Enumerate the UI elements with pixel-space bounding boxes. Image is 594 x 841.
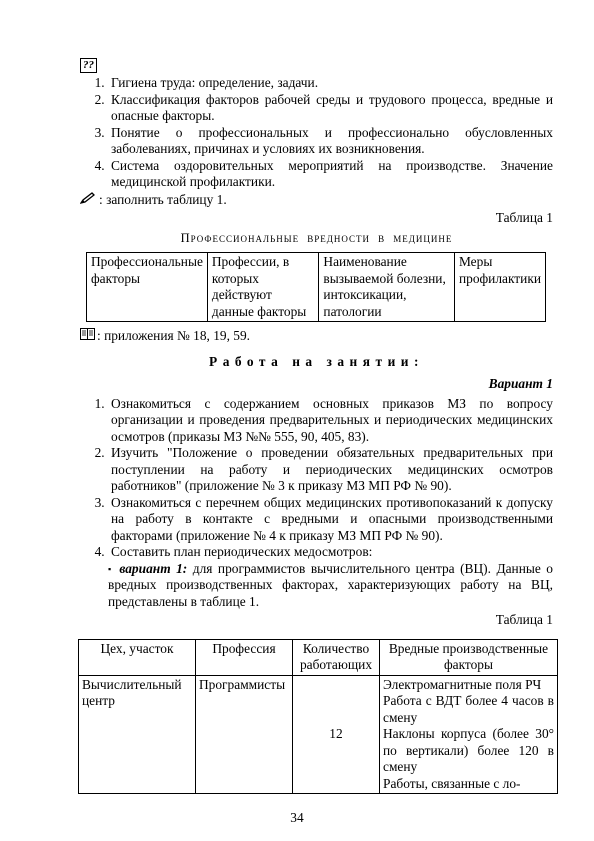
book-icon [80, 328, 95, 345]
tasks-list [80, 396, 553, 561]
table1-caption: Профессиональные вредности в медицине [180, 230, 453, 245]
question-item: 2. Классификация факторов рабочей среды и трудового процесса, вредные и опасные факторы. [108, 92, 553, 125]
table2-header-cell: Вредные производственные факторы [380, 639, 558, 675]
task-item: 1. Ознакомиться с содержанием основных приказов МЗ по вопросу организации и проведения предварительных и периодических медицинских осмотров (приказы МЗ №№ 555, 90, 405, 83). [108, 396, 553, 446]
question-item: 3. Понятие о профессиональных и профессионально обусловленных заболеваниях, причинах и условиях их возникновения. [108, 125, 553, 158]
assignment-text: : заполнить таблицу 1. [99, 191, 227, 207]
page-content [80, 56, 553, 794]
profession-cell: Программисты [196, 675, 293, 794]
factors-cell [380, 675, 558, 794]
table2-header-cell: Количество работающих [293, 639, 380, 675]
questions-list [80, 75, 553, 191]
hazard-factor: Наклоны корпуса (более 30° по вертикали) более 120 в смену [383, 726, 554, 774]
table2-header-cell: Профессия [196, 639, 293, 675]
table1-label: Таблица 1 [495, 210, 553, 225]
question-item: 4. Система оздоровительных мероприятий на производстве. Значение медицинской профилактики. [108, 158, 553, 191]
table1-header-cell: Профессии, в которых действуют данные факторы [207, 253, 319, 322]
task-item: 4. Составить план периодических медосмотров: [108, 544, 553, 561]
section-heading: Работа на занятии: [209, 353, 424, 369]
hazard-factor: Электромагнитные поля РЧ [383, 676, 542, 692]
assignment-line [80, 192, 553, 209]
question-item: 1. Гигиена труда: определение, задачи. [108, 75, 553, 92]
appendices-line [80, 328, 553, 345]
table1-header-cell: Меры профилактики [454, 253, 545, 322]
table2-label: Таблица 1 [495, 612, 553, 627]
professional-hazards-table [86, 252, 546, 322]
pencil-icon [80, 192, 96, 209]
subtask-label: вариант 1: [119, 560, 188, 576]
page-number: 34 [290, 810, 304, 825]
subtask-variant-1 [108, 561, 553, 611]
appendices-text: : приложения № 18, 19, 59. [97, 328, 251, 343]
workshop-cell: Вычислительный центр [79, 675, 196, 794]
task-item: 3. Ознакомиться с перечнем общих медицинских противопоказаний к допуску на работу в контакте с вредными и опасными производственными факторами (приложение № 4 к приказу МЗ МП РФ № 90). [108, 495, 553, 545]
subtask-text: для программистов вычислительного центра (ВЦ). Данные о вредных производственных факторах, характеризующих работу на ВЦ, представлены в таблице 1. [108, 560, 553, 609]
hazard-factor: Работы, связанные с ло- [383, 775, 521, 791]
table2-header-cell: Цех, участок [79, 639, 196, 675]
task-item: 2. Изучить "Положение о проведении обязательных предварительных при поступлении на работу и периодических медицинских осмотров работников" (приложение № 3 к приказу МЗ МП РФ № 90). [108, 445, 553, 495]
workplace-hazards-table [78, 639, 558, 795]
square-bullet-icon: ▪ [108, 563, 114, 574]
variant-heading: Вариант 1 [488, 376, 553, 391]
table1-header-cell: Наименование вызываемой болезни, интоксикации, патологии [319, 253, 455, 322]
table1-header-cell: Профессиональные факторы [87, 253, 208, 322]
table-row [79, 675, 558, 794]
hazard-factor: Работа с ВДТ более 4 часов в смену [383, 693, 554, 725]
questions-marker-icon: ?? [80, 58, 97, 73]
worker-count-cell: 12 [293, 675, 380, 794]
